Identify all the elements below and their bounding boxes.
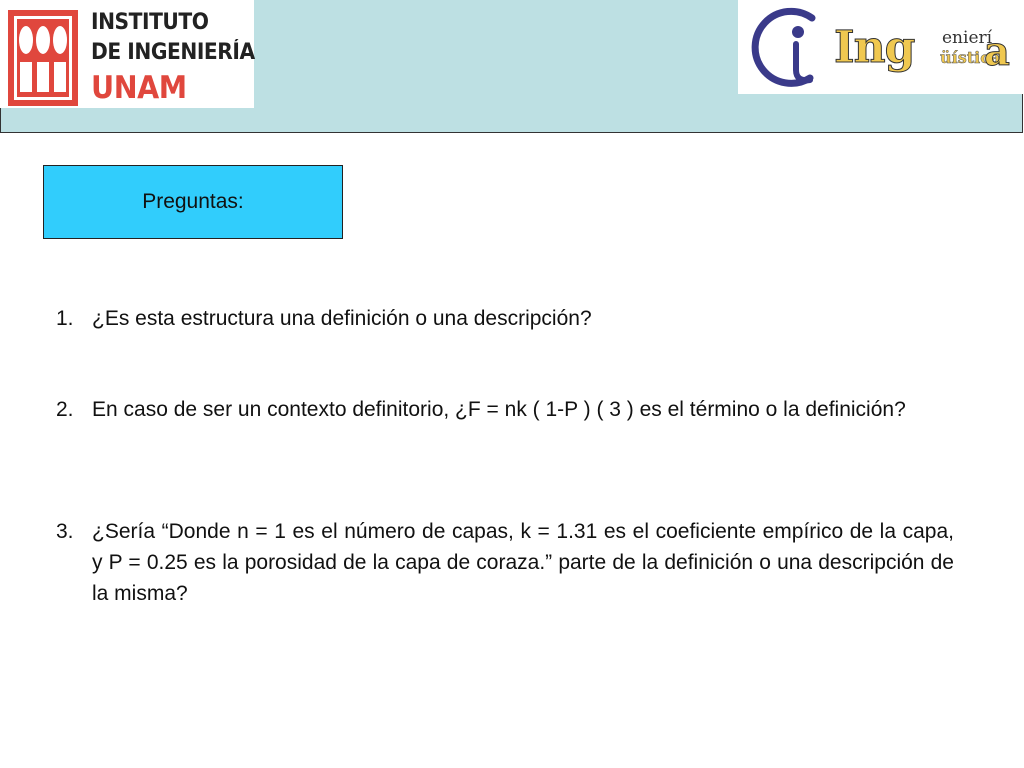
questions-heading-box	[43, 165, 343, 239]
logo-word-enieri: enierí	[942, 28, 993, 48]
instituto-ingenieria-logo	[0, 0, 254, 108]
question-number: 1.	[56, 307, 74, 330]
question-text: ¿Sería “Donde n = 1 es el número de capas, k = 1.31 es el coeficiente empírico de la capa, y P = 0.25 es la porosidad de la capa de coraza.” parte de la definición o una descripción de la misma?	[92, 520, 954, 605]
question-number: 3.	[56, 520, 74, 543]
grupo-ingenieria-linguistica-logo	[738, 0, 1023, 94]
question-3	[56, 516, 954, 609]
question-text: En caso de ser un contexto definitorio, ¿F = nk ( 1-P ) ( 3 ) es el término o la definición?	[92, 398, 906, 421]
logo-word-uistic: üística	[940, 48, 1001, 67]
unam-emblem-icon	[8, 10, 78, 106]
logo-word-a: a	[984, 28, 1010, 75]
questions-heading: Preguntas:	[142, 190, 244, 213]
logo-line-instituto: INSTITUTO	[91, 10, 209, 35]
question-1	[56, 303, 954, 334]
question-2	[56, 394, 954, 425]
gi-monogram-icon	[738, 0, 838, 94]
logo-line-ingenieria: DE INGENIERÍA	[91, 40, 255, 65]
logo-word-ing: Ing	[834, 22, 915, 73]
logo-line-unam: UNAM	[91, 70, 187, 106]
question-text: ¿Es esta estructura una definición o una descripción?	[92, 307, 592, 330]
question-number: 2.	[56, 398, 74, 421]
